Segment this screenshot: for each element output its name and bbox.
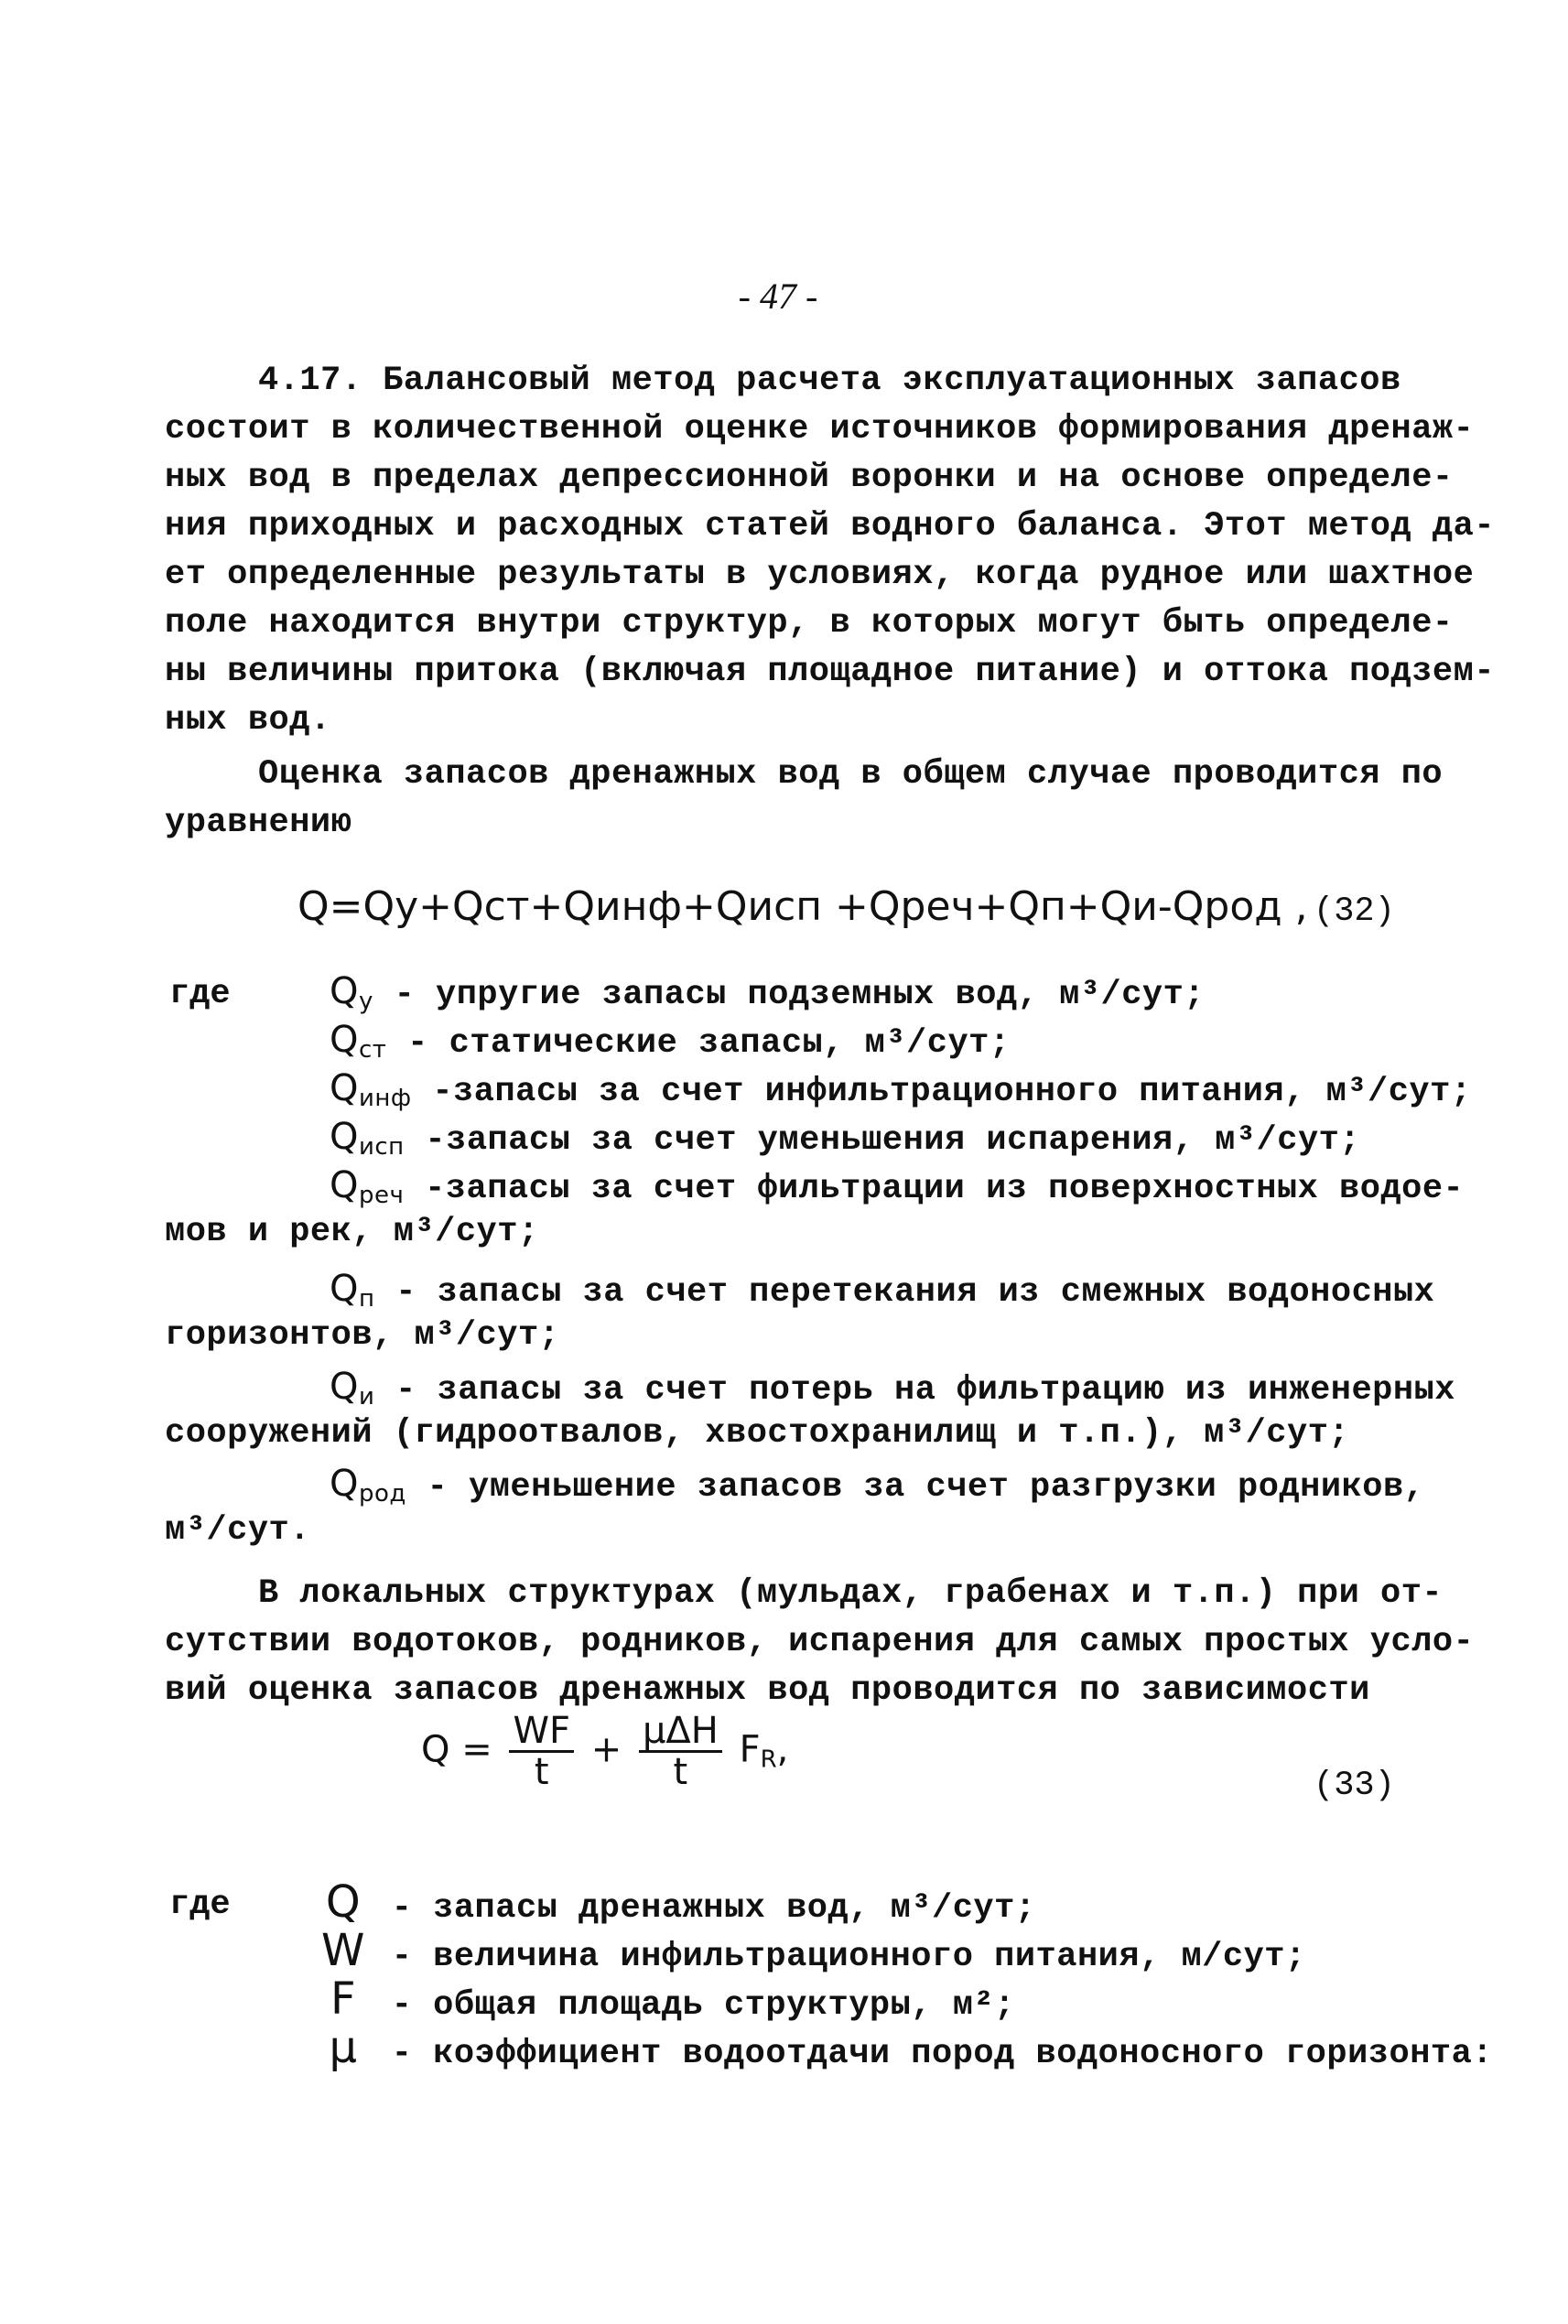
legend-text: - величина инфильтрационного питания, м/сут; <box>391 1938 1306 1976</box>
formula-33 <box>421 1712 788 1791</box>
where-label: где <box>169 975 231 1013</box>
legend-symbol: Q <box>330 1268 359 1310</box>
formula-tail: F <box>739 1728 761 1771</box>
legend-subscript: у <box>358 988 373 1015</box>
legend-item-qisp <box>330 1116 1360 1161</box>
legend-continuation: горизонтов, м³/сут; <box>165 1316 560 1355</box>
legend-item-qy <box>330 970 1205 1015</box>
legend-item-qp <box>330 1268 1434 1313</box>
formula-tail-subscript: R <box>760 1746 777 1774</box>
legend-item-f <box>316 1973 1015 2025</box>
paragraph-line: ет определенные результаты в условиях, когда рудное или шахтное <box>165 556 1475 594</box>
legend-symbol: Q <box>330 1463 359 1505</box>
legend-item-w <box>316 1925 1306 1976</box>
legend-symbol: Q <box>330 1366 359 1408</box>
legend-item-qinf <box>330 1067 1472 1112</box>
paragraph-line: ния приходных и расходных статей водного баланса. Этот метод да- <box>165 507 1496 546</box>
legend-symbol: W <box>321 1925 365 1976</box>
legend-subscript: и <box>358 1383 375 1411</box>
legend-symbol: μ <box>329 2022 358 2073</box>
paragraph-line: Оценка запасов дренажных вод в общем случае проводится по <box>258 755 1444 794</box>
where-label: где <box>169 1886 231 1924</box>
legend-continuation: мов и рек, м³/сут; <box>165 1213 539 1251</box>
paragraph-line: 4.17. Балансовый метод расчета эксплуатационных запасов <box>258 362 1401 400</box>
legend-subscript: род <box>358 1480 406 1508</box>
legend-item-qst <box>330 1019 1011 1064</box>
paragraph-line: вий оценка запасов дренажных вод проводится по зависимости <box>165 1671 1370 1710</box>
legend-text: - упругие запасы подземных вод, м³/сут; <box>394 976 1206 1014</box>
legend-text: -запасы за счет уменьшения испарения, м³/сут; <box>425 1121 1361 1160</box>
legend-symbol: Q <box>330 970 359 1012</box>
legend-continuation: сооружений (гидроотвалов, хвостохранилищ и т.п.), м³/сут; <box>165 1414 1350 1453</box>
paragraph-line: ны величины притока (включая площадное питание) и оттока подзем- <box>165 653 1496 691</box>
legend-subscript: ст <box>358 1036 387 1064</box>
legend-symbol: Q <box>330 1019 359 1061</box>
paragraph-line: сутствии водотоков, родников, испарения для самых простых усло- <box>165 1623 1475 1661</box>
legend-symbol: Q <box>330 1116 359 1158</box>
paragraph-line: поле находится внутри структур, в которых могут быть определе- <box>165 604 1454 643</box>
equation-number-32: (32) <box>1314 892 1395 931</box>
fraction-numerator: WF <box>509 1712 574 1753</box>
legend-item-qrod <box>330 1463 1424 1508</box>
legend-text: -запасы за счет инфильтрационного питания, м³/сут; <box>432 1073 1472 1111</box>
legend-text: - коэффициент водоотдачи пород водоносного горизонта: <box>391 2035 1494 2073</box>
paragraph-line: состоит в количественной оценке источников формирования дренаж- <box>165 410 1475 449</box>
fraction-denominator: t <box>673 1751 688 1793</box>
legend-text: - уменьшение запасов за счет разгрузки родников, <box>427 1468 1425 1507</box>
formula-plus: + <box>590 1728 622 1771</box>
legend-text: - запасы за счет потерь на фильтрацию из инженерных <box>395 1371 1455 1410</box>
legend-item-q <box>316 1876 1036 1928</box>
legend-subscript: п <box>358 1285 375 1313</box>
legend-item-mu <box>316 2022 1493 2073</box>
page-number: - 47 - <box>738 276 818 317</box>
legend-symbol: Q <box>325 1876 362 1928</box>
formula-lhs: Q = <box>421 1728 492 1771</box>
legend-subscript: реч <box>358 1182 405 1209</box>
formula-32: Q=Qу+Qст+Qинф+Qисп +Qреч+Qп+Qи-Qрод , <box>297 883 1308 930</box>
legend-symbol: Q <box>330 1067 359 1109</box>
legend-text: - статические запасы, м³/сут; <box>407 1024 1011 1063</box>
legend-text: - запасы дренажных вод, м³/сут; <box>391 1889 1036 1928</box>
formula-tail-end: , <box>776 1728 789 1771</box>
legend-text: - запасы за счет перетекания из смежных водоносных <box>395 1273 1435 1312</box>
equation-number-33: (33) <box>1314 1767 1395 1805</box>
paragraph-line: ных вод в пределах депрессионной воронки и на основе определе- <box>165 459 1454 497</box>
paragraph-line: уравнению <box>165 804 352 842</box>
legend-symbol: Q <box>330 1164 359 1206</box>
fraction-mu-dh-t <box>639 1712 722 1791</box>
legend-continuation: м³/сут. <box>165 1511 310 1550</box>
fraction-numerator: μΔH <box>639 1712 722 1753</box>
legend-subscript: исп <box>358 1133 405 1161</box>
legend-subscript: инф <box>358 1085 412 1112</box>
legend-text: -запасы за счет фильтрации из поверхностных водое- <box>425 1170 1465 1208</box>
fraction-denominator: t <box>534 1751 549 1793</box>
legend-item-qrech <box>330 1164 1464 1209</box>
paragraph-line: ных вод. <box>165 701 331 740</box>
legend-text: - общая площадь структуры, м²; <box>391 1986 1015 2025</box>
legend-symbol: F <box>330 1973 357 2025</box>
legend-item-qi <box>330 1366 1455 1411</box>
paragraph-line: В локальных структурах (мульдах, грабенах и т.п.) при от- <box>258 1574 1444 1613</box>
fraction-wf-t <box>509 1712 574 1791</box>
